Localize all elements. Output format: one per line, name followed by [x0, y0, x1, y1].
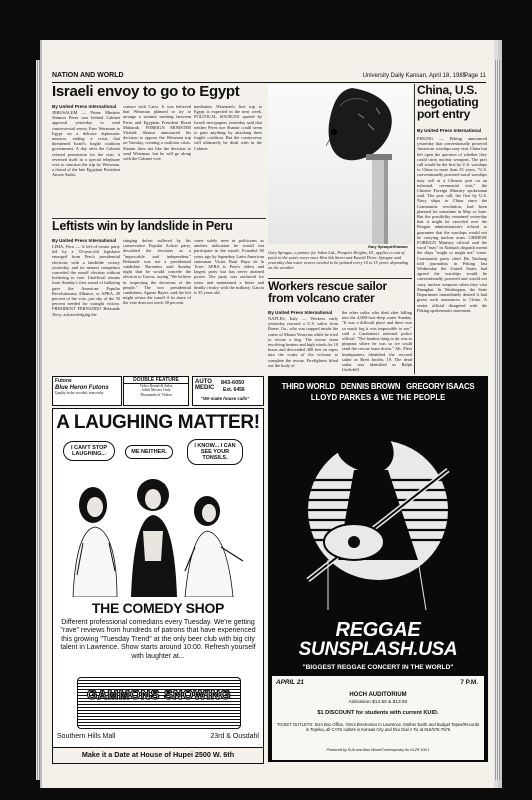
futons-brand: Futons: [55, 378, 72, 384]
israel-headline: Israeli envoy to go to Egypt: [52, 83, 240, 100]
israel-col-2: contact with Cairo. It was believed that Weizman planned to try to arrange a summit meeting between Peres and Egyptian President Hosni Mubarak. FOREIGN MINISTER Yitzhak Shamir announced his decision to oppose the Weizman trip on Tuesday, creating a coalition crisis. Shamir does not like the decision to send Weizman, but he will go along with the Cabinet vote.: [123, 104, 191, 162]
event-time: 7 P.M.: [460, 679, 478, 686]
futons-ad[interactable]: [52, 376, 122, 406]
auto-medic-tag: "We make house calls": [201, 396, 250, 401]
peru-byline: By United Press International: [52, 238, 117, 243]
peru-headline: Leftists win by landslide in Peru: [52, 219, 233, 233]
volcano-col-2: the other sailor who died after falling into the 4,000-foot-deep crater Sunday. "It was a difficult place and there was so much fog it was impossible to see," said a Carabinieri national police official. "The hardest thing to do was to pinpoint where he was so we could send the rescue team down." Alt. Fleet headquarters identified the rescued sailor as Brett Jacobs, 19. The dead sailor was identified as Ralph Underhill.: [342, 310, 412, 373]
prices: Admission $12.50 & $13.50: [348, 700, 408, 705]
comedy-shop-ad[interactable]: [52, 408, 264, 764]
photo-caption: Gary Sprague, a painter for Johns Ltd., Prospect Heights, Ill., applies a coat of paint to the water tower near West 6th Street and Kasold Drive. Sprague said yesterday that water towers needed to be painted every 10 to 15 years, depending on the weather.: [268, 250, 409, 270]
club-logo: [77, 677, 241, 729]
china-body: PEKING — Peking announced yesterday that conventionally powered American warships may visit China but left open the question of whether they could carry nuclear weapons. The port call would be the first by U.S. warships to China in more than 35 years. "U.S. conventionally powered naval warships may call at a Chinese port on an informal, ceremonial visit," the Chinese Foreign Ministry spokesman said. The port call, the first by U.S. Navy ships to China since the Communist revolution, had been planned for sometime in May or June. But the possibility remained yesterday that it might be canceled over the Reagan administration's refusal to guarantee that the warships would not be carrying nuclear arms. CHINESE FOREIGN Ministry official said the word "may" in Xinhua's dispatch meant the ships "might or might not" come. Communist party chief Hu Yaobang told journalists in Peking last Wednesday the United States had agreed the warships would be conventionally powered and would not carry nuclear weapons when they visit Shanghai. In Washington, the State Department immediately denied it had given such assurances to China. A senior official disagreed with the Peking spokesman's statement.: [417, 136, 487, 313]
double-feature-title: DOUBLE FEATURE: [124, 377, 188, 384]
guitarist-illustration: [268, 410, 488, 620]
comedy-shop-title: THE COMEDY SHOP: [91, 600, 225, 616]
sunsplash-logo-1: REGGAE: [335, 619, 421, 641]
auto-medic-phone: 843-6050: [221, 380, 245, 386]
photo-credit: Gary Spraque/Kansan: [368, 245, 408, 249]
reggae-tagline: "BIGGEST REGGAE CONCERT IN THE WORLD": [302, 664, 454, 671]
volcano-headline: Workers rescue sailor from volcano crater: [268, 279, 387, 306]
israel-col-1: JERUSALEM — Prime Minister Shimon Peres was behind Cabinet approval yesterday to send controversial envoy Ezer Weizman to Egypt on a delicate diplomatic mission, ending a crisis that threatened Israel's fragile coalition government. A day after the Cabinet refused permission for the visit, it reversed itself in a special telephone vote to sanction the trip by Weizman, a friend of the late Egyptian President Anwar Sadat.: [52, 110, 120, 178]
event-date: APRIL 21: [276, 679, 304, 686]
speech-bubble: I CAN'T STOP LAUGHING...: [63, 441, 115, 461]
club-logo-text: GAMMONS SNOWING: [87, 687, 231, 702]
peru-col-3: come solely seen in politicians as another indication he would not participate in the runoff. Founded 60 years ago by legendary Latin American statesman Victor Raul Haya de la Torre, APRA is Peru's oldest and largest party but has never attained power. The party was outlawed for years and maintained a bitter and deadly rivalry with the military. Garcia is 35 years old.: [194, 238, 264, 296]
student-discount: $1 DISCOUNT for students with current KUID.: [317, 710, 439, 716]
peru-col-2: stinging defeat suffered by his conservative Popular Action party, described the elections as a "impeccable and independent." Belaunde was not a presidential candidate. Barrantes said Sunday night that he would concede the election to Garcia, saying "We believe in respecting the decisions of the people." The two presidential candidates, Agusto Bayer, said the left might refuse the runoff if its share of the vote does not reach 30 percent.: [123, 238, 191, 306]
ticket-info-panel: [272, 676, 484, 760]
ticket-outlets: TICKET OUTLETS: SUA Box Office, Omni Electronics in Lawrence, Mother Earth and Budget Tapes/Records in Topeka, all CATS outlets in Kansas City and thru Dial A Tix at 816/576-7676: [276, 722, 480, 732]
sunsplash-logo-2: SUNSPLASH.USA: [298, 639, 458, 660]
paper-stack-right: [494, 60, 500, 780]
israel-byline: By United Press International: [52, 104, 117, 109]
speech-bubble: I KNOW... I CAN SEE YOUR TONSILS.: [187, 439, 243, 465]
location-right: 23rd & Ousdahl: [210, 733, 259, 740]
venue: HOCH AUDITORIUM: [349, 692, 407, 698]
comedy-headline: A LAUGHING MATTER!: [56, 412, 260, 433]
house-of-hupei-banner: Make it a Date at House of Hupei 2500 W. 6th: [53, 747, 263, 764]
volcano-byline: By United Press International: [268, 310, 333, 315]
peru-col-1: LIMA, Peru — A left-of-center party led by a 35-year-old legislator emerged from Peru's presidential elections with a landslide victory yesterday, and its nearest competitor conceded the runoff election without bothering to vote. Unofficial returns from Sunday's first round of balloting gave the American Popular Revolutionary Alliance, or APRA, 49 percent of the vote, just shy of the 50 percent needed for outright victory. PRESIDENT FERNANDO Belaunde Terry, acknowledging the: [52, 244, 120, 317]
water-tower-image: [268, 84, 412, 244]
publication-line: University Daily Kansan, April 18, 1985: [362, 73, 466, 79]
double-feature-line: Video Rental & Sales: [139, 384, 173, 388]
israel-col-3: mediation. Weizman's first trip to Egypt is expected in the next week. POLITICAL SOURCES quoted by Israeli newspapers yesterday said that neither Peres nor Shamir could seem to gain anything by attacking their fragile coalition. But the controversy will ultimately be dealt with in the Cabinet.: [194, 104, 262, 151]
comedians-illustration: [57, 471, 259, 597]
auto-medic-ext: Ext. 6456: [223, 387, 245, 393]
double-feature-line: Thousands of Videos: [140, 392, 172, 397]
location-left: Southern Hills Mall: [57, 733, 116, 740]
futons-sub: Quality in the wooded, seaworthy: [55, 391, 104, 395]
double-feature-line: Adult Movies Only: [141, 388, 171, 393]
auto-medic-title: AUTO MEDIC: [195, 379, 215, 391]
reggae-sunsplash-ad[interactable]: [268, 376, 488, 762]
reggae-headline-1: THIRD WORLD DENNIS BROWN GREGORY ISAACS: [281, 382, 475, 391]
auto-medic-ad[interactable]: [192, 376, 264, 406]
section-name: NATION AND WORLD: [52, 72, 124, 79]
double-feature-ad[interactable]: [123, 376, 189, 406]
china-headline: China, U.S. negotiating port entry: [417, 83, 479, 122]
reggae-headline-2: LLOYD PARKES & WE THE PEOPLE: [310, 393, 446, 402]
futons-name: Blue Heron Futons: [55, 385, 109, 391]
water-tower-photo: [268, 84, 412, 244]
produced-by: Produced by SUA and Alan Wood/Contemporary for KLZR 106.1: [326, 748, 430, 752]
china-byline: By United Press International: [417, 128, 482, 133]
comedy-body: Different professional comedians every Tuesday. We're getting "rave" reviews from hundreds of patrons that have experienced this growing "Tuesday Trend" at the only beer club with big city talent in Lawrence. Show starts around 10:00. Refresh yourself with laughter at...: [60, 619, 256, 660]
page-number: Page 11: [464, 73, 486, 79]
speech-bubble: ME NEITHER.: [125, 445, 173, 459]
column-rule: [414, 84, 415, 374]
page-header: [52, 72, 486, 83]
volcano-col-1: NAPLES, Italy — Workers early yesterday rescued a U.S. sailor from Rome, Ga., who was trapped inside the crater of Mount Vesuvius while he tried to rescue a dog. The rescue team involving beaters and high winds for 10 hours and descended 400 feet on ropes into the crater of the volcano to complete the rescue. Firefighters lifted out the body of: [268, 316, 338, 368]
